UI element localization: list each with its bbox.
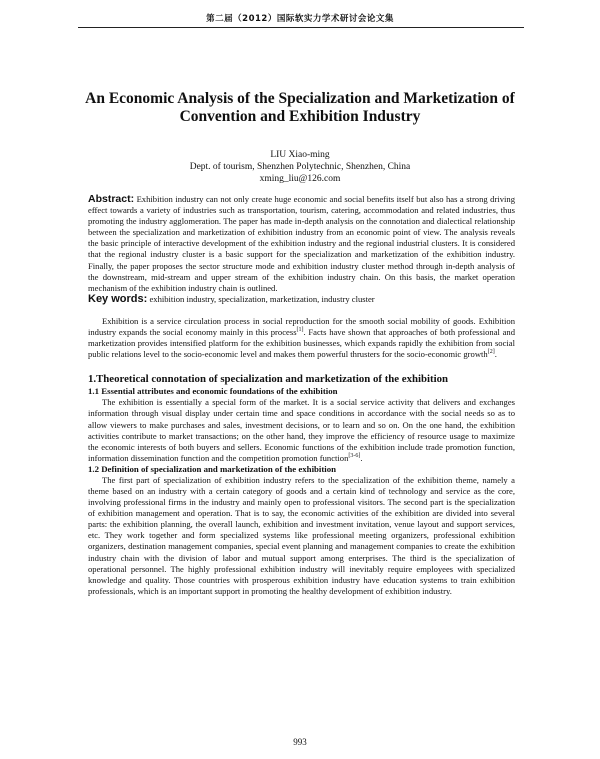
abstract — [88, 194, 515, 294]
intro-text-2: . Facts have shown that approaches of both professional and marketization provides intensified platform for the exhibition businesses, which expands rapidly the exhibition from social public relations level to the socio-economic level and makes them powerful thrusters for the socio-economic growth — [88, 327, 515, 360]
subsection-1-2-heading: 1.2 Definition of specialization and marketization of the exhibition — [88, 463, 337, 474]
citation-3-6: [3-6] — [348, 452, 361, 459]
subsection-1-1-paragraph — [88, 397, 515, 464]
subsection-1-1-heading: 1.1 Essential attributes and economic foundations of the exhibition — [88, 386, 338, 397]
author-email: xming_liu@126.com — [259, 174, 341, 184]
subsection-1-1-end: . — [360, 452, 363, 463]
subsection-1-2-paragraph: The first part of specialization of exhibition industry refers to the specialization of the exhibition theme, namely a theme based on an industry with a certain category of goods and a certain kind of technology and service as the core, involving professional firms in the industry and mainly open to professional visitors. The second part is the specialization of exhibition management and operation. That is to say, the economic activities of the exhibition are divided into several parts: the exhibition planning, the overall launch, exhibition and investment invitation, venue layout and support services, etc. They work together and form specialized systems like professional meeting organizers, professional exhibition organizers, destination management companies, special event planning and management companies to create the exhibition industry chain with the division of labor and mutual support among enterprises. The third is the specialization of operational personnel. The highly professional exhibition industry will inevitably require employees with specialized knowledge and quality. Those countries with prosperous exhibition industry have education systems to train exhibition professionals, which is an important support in promoting the healthy development of exhibition industry. — [88, 474, 515, 596]
author-name: LIU Xiao-ming — [270, 150, 330, 160]
author-affiliation: Dept. of tourism, Shenzhen Polytechnic, Shenzhen, China — [189, 162, 411, 172]
paper-title: An Economic Analysis of the Specialization and Marketization of Convention and Exhibition Industry — [85, 90, 515, 125]
keywords-label: Key words: — [88, 292, 148, 305]
keywords-text: exhibition industry, specialization, marketization, industry cluster — [149, 293, 375, 304]
running-header: 第二届（2012）国际软实力学术研讨会论文集 — [206, 14, 394, 24]
page-number: 993 — [293, 737, 307, 747]
keywords — [88, 294, 515, 305]
subsection-1-1-text: The exhibition is essentially a special form of the market. It is a social service activity that delivers and exchanges information through visual display under certain time and space conditions in accordance with the social needs so as to allow viewers to make purchases and sales, investment decisions, or to learn and so on. On the one hand, the exhibition activities contribute to market transactions; on the other hand, they improve the efficiency of resource usage to maximize the economic interests of both buyers and sellers. Economic functions of the exhibition include trade promotion function, information dissemination function and the competition promotion function — [88, 397, 515, 463]
author-block — [0, 149, 600, 185]
abstract-label: Abstract: — [88, 193, 135, 205]
intro-paragraph — [88, 316, 515, 360]
section-1-heading: 1.Theoretical connotation of specialization and marketization of the exhibition — [88, 373, 448, 386]
paper-body — [88, 194, 515, 597]
citation-1: [1] — [296, 327, 304, 334]
intro-text-3: . — [494, 349, 497, 360]
intro-text-1: Exhibition is a service circulation process in social reproduction for the smooth social mobility of goods. Exhibition industry expands the social economy mainly in this process — [88, 315, 515, 338]
header-rule — [78, 27, 524, 28]
abstract-text: Exhibition industry can not only create huge economic and social benefits itself but also has a strong driving effect towards a variety of industries such as transportation, tourism, catering, accommodation and related industries, thus promoting the industry agglomeration. The paper has made in-depth analysis on the connotation and dialectical relationship between the specialization and marketization of exhibition industry from an economic point of view. The analysis reveals the basic principle of interactive development of the exhibition industry and the regional industrial clusters. It is considered that the regional industry cluster is a basic support for the specialization and marketization of the exhibition industry. Finally, the paper proposes the sector structure mode and exhibition industry cluster method through in-depth analysis of the downstream, mid-stream and upper stream of the exhibition industry chain. On this basis, the market operation mechanism of the exhibition industry chain is outlined. — [88, 194, 515, 293]
citation-2: [2] — [487, 349, 495, 356]
